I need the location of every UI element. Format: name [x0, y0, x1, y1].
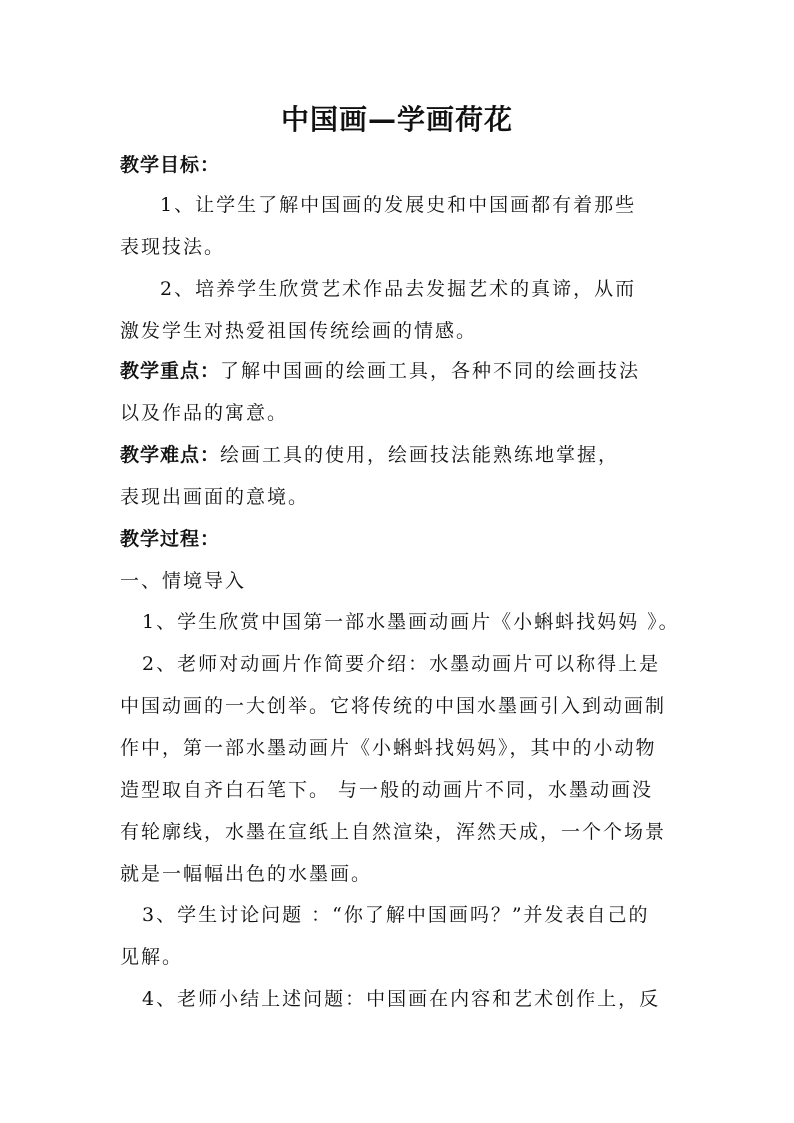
- objective-1-line2: 表现技法。: [120, 236, 226, 258]
- para-2-line3: 作中，第一部水墨动画片《小蝌蚪找妈妈》，其中的小动物: [120, 737, 657, 759]
- para-3-line2: 见解。: [120, 946, 184, 968]
- difficulty-line1: [120, 440, 680, 467]
- para-2-line1: 2、老师对动画片作简要介绍：水墨动画片可以称得上是: [142, 653, 661, 675]
- objective-1-line1: 1、让学生了解中国画的发展史和中国画都有着那些: [160, 194, 637, 216]
- difficulty-text: 绘画工具的使用，绘画技法能熟练地掌握，: [220, 444, 620, 466]
- objective-2-line1: 2、培养学生欣赏艺术作品去发掘艺术的真谛，从而: [160, 278, 637, 300]
- para-3-line1: 3、学生讨论问题 ：“你了解中国画吗？”并发表自己的: [142, 904, 650, 926]
- section-1-heading: 一、情境导入: [120, 570, 247, 592]
- para-2-line4: 造型取自齐白石笔下。 与一般的动画片不同，水墨动画没: [120, 779, 654, 801]
- objectives-heading: 教学目标：: [120, 154, 221, 176]
- para-2-line5: 有轮廓线，水墨在宣纸上自然渲染，浑然天成，一个个场景: [120, 821, 667, 843]
- key-points-label: 教学重点：: [120, 360, 221, 382]
- para-4-line1: 4、老师小结上述问题：中国画在内容和艺术创作上，反: [142, 988, 661, 1010]
- key-points-line2: 以及作品的寓意。: [120, 402, 289, 424]
- page-title: 中国画—学画荷花: [280, 103, 513, 136]
- para-2-line2: 中国动画的一大创举。它将传统的中国水墨画引入到动画制: [120, 695, 667, 717]
- difficulty-label: 教学难点：: [120, 444, 221, 466]
- objective-2-line2: 激发学生对热爱祖国传统绘画的情感。: [120, 320, 478, 342]
- difficulty-line2: 表现出画面的意境。: [120, 486, 310, 508]
- para-2-line6: 就是一幅幅出色的水墨画。: [120, 863, 373, 885]
- process-heading: 教学过程：: [120, 528, 221, 550]
- key-points-text: 了解中国画的绘画工具，各种不同的绘画技法: [220, 360, 641, 382]
- key-points-line1: [120, 356, 680, 383]
- para-1-line1: 1、学生欣赏中国第一部水墨画动画片《小蝌蚪找妈妈 》。: [142, 611, 680, 633]
